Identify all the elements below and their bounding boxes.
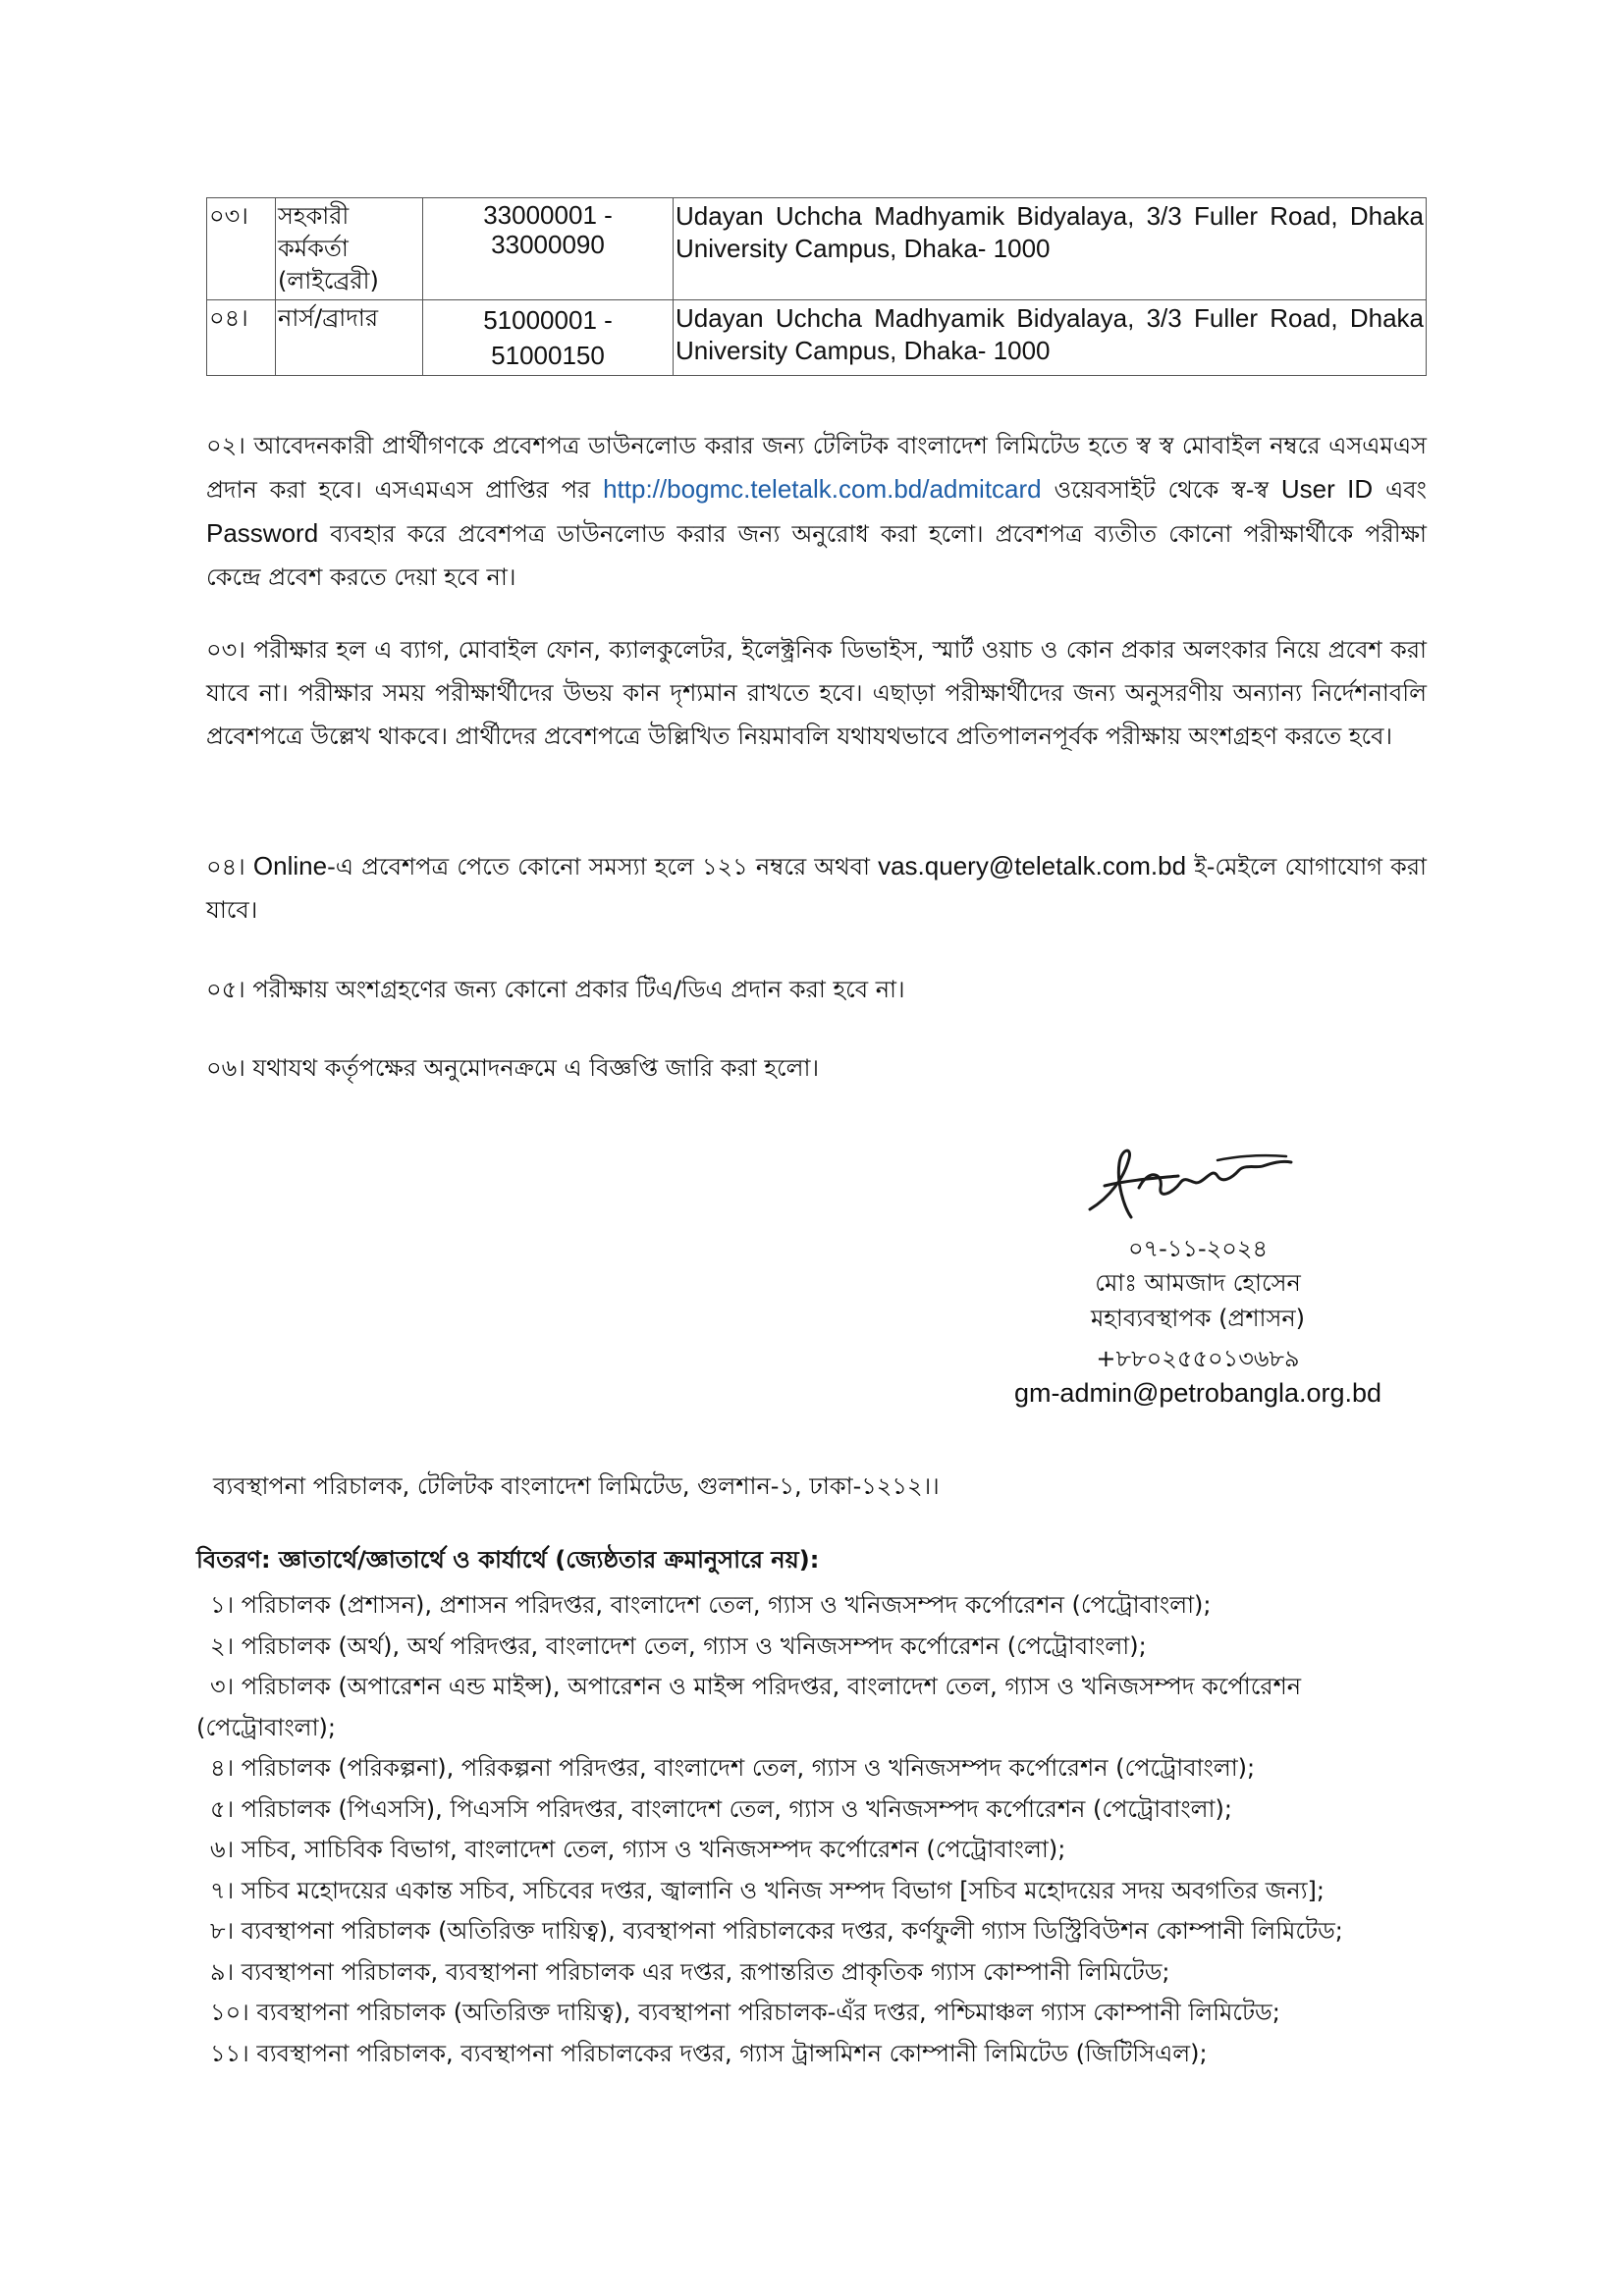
list-item: ৮। ব্যবস্থাপনা পরিচালক (অতিরিক্ত দায়িত্ব), ব্যবস্থাপনা পরিচালকের দপ্তর, কর্ণফুলী গ্যাস ডিস্ট্রিবিউশন কোম্পানী লিমিটেড; bbox=[210, 1917, 1343, 1945]
roll-end: 51000150 bbox=[491, 341, 605, 370]
p2-text-1: ০২। আবেদনকারী প্রার্থীগণকে প্রবেশপত্র ডাউনলোড করার জন্য টেলিটক বাংলাদেশ লিমিটেড হতে স্ব স্ব মোবাইল নম্বরে এসএমএস প্রদান করা হবে। এসএমএস প্রাপ্তির পর bbox=[206, 432, 1427, 504]
venue-cell: Udayan Uchcha Madhyamik Bidyalaya, 3/3 Fuller Road, Dhaka University Campus, Dhaka- 1000 bbox=[674, 198, 1427, 300]
exam-venue-table bbox=[206, 197, 1427, 376]
handwritten-signature bbox=[1070, 1139, 1325, 1227]
p2-text-3: এবং bbox=[1373, 476, 1427, 504]
support-email[interactable]: vas.query@teletalk.com.bd bbox=[878, 851, 1187, 881]
post-cell bbox=[276, 300, 423, 376]
list-item: ৬। সচিব, সাচিবিক বিভাগ, বাংলাদেশ তেল, গ্যাস ও খনিজসম্পদ কর্পোরেশন (পেট্রোবাংলা); bbox=[210, 1836, 1066, 1863]
list-item: ৭। সচিব মহোদয়ের একান্ত সচিব, সচিবের দপ্তর, জ্বালানি ও খনিজ সম্পদ বিভাগ [সচিব মহোদয়ের সদয় অবগতির জন্য]; bbox=[210, 1876, 1325, 1904]
paragraph-exam-hall-rules: ০৩। পরীক্ষার হল এ ব্যাগ, মোবাইল ফোন, ক্যালকুলেটর, ইলেক্ট্রনিক ডিভাইস, স্মার্ট ওয়াচ ও কোন প্রকার অলংকার নিয়ে প্রবেশ করা যাবে না। পরীক্ষার সময় পরীক্ষার্থীদের উভয় কান দৃশ্যমান রাখতে হবে। এছাড়া পরীক্ষার্থীদের জন্য অনুসরণীয় অন্যান্য নির্দেশনাবলি প্রবেশপত্রে উল্লেখ থাকবে। প্রার্থীদের প্রবেশপত্রে উল্লিখিত নিয়মাবলি যথাযথভাবে প্রতিপালনপূর্বক পরীক্ষায় অংশগ্রহণ করতে হবে। bbox=[206, 636, 1427, 750]
paragraph-ta-da: ০৫। পরীক্ষায় অংশগ্রহণের জন্য কোনো প্রকার টিএ/ডিএ প্রদান করা হবে না। bbox=[206, 976, 905, 1003]
table-row bbox=[207, 300, 1427, 376]
post-cell bbox=[276, 198, 423, 300]
roll-start: 51000001 - bbox=[483, 305, 613, 335]
list-item: ৩। পরিচালক (অপারেশন এন্ড মাইন্স), অপারেশন ও মাইন্স পরিদপ্তর, বাংলাদেশ তেল, গ্যাস ও খনিজসম্পদ কর্পোরেশন bbox=[210, 1673, 1302, 1700]
p4-text-3: ই-মেইলে যোগাযোগ করা যাবে। bbox=[206, 853, 1428, 924]
list-item: ৯। ব্যবস্থাপনা পরিচালক, ব্যবস্থাপনা পরিচালক এর দপ্তর, রূপান্তরিত প্রাকৃতিক গ্যাস কোম্পানী লিমিটেড; bbox=[210, 1957, 1170, 1986]
list-item: ৪। পরিচালক (পরিকল্পনা), পরিকল্পনা পরিদপ্তর, বাংলাদেশ তেল, গ্যাস ও খনিজসম্পদ কর্পোরেশন (পেট্রোবাংলা); bbox=[210, 1754, 1256, 1782]
signatory-designation: মহাব্যবস্থাপক (প্রশাসন) bbox=[1090, 1305, 1306, 1332]
user-id-term: User ID bbox=[1280, 474, 1374, 504]
online-term: Online bbox=[252, 851, 328, 881]
paragraph-admit-card-download bbox=[206, 424, 1427, 599]
list-item: ১। পরিচালক (প্রশাসন), প্রশাসন পরিদপ্তর, বাংলাদেশ তেল, গ্যাস ও খনিজসম্পদ কর্পোরেশন (পেট্রোবাংলা); bbox=[210, 1591, 1212, 1619]
venue-cell: Udayan Uchcha Madhyamik Bidyalaya, 3/3 Fuller Road, Dhaka University Campus, Dhaka- 1000 bbox=[674, 300, 1427, 376]
paragraph-issuance: ০৬। যথাযথ কর্তৃপক্ষের অনুমোদনক্রমে এ বিজ্ঞপ্তি জারি করা হলো। bbox=[206, 1054, 820, 1082]
list-item: ১০। ব্যবস্থাপনা পরিচালক (অতিরিক্ত দায়িত্ব), ব্যবস্থাপনা পরিচালক-এঁর দপ্তর, পশ্চিমাঞ্চল গ্যাস কোম্পানী লিমিটেড; bbox=[210, 1999, 1280, 2026]
distribution-heading: বিতরণ: জ্ঞাতার্থে/জ্ঞাতার্থে ও কার্যার্থে (জ্যেষ্ঠতার ক্রমানুসারে নয়): bbox=[196, 1546, 820, 1574]
post-line: কর্মকর্তা bbox=[278, 235, 349, 262]
roll-range-cell bbox=[423, 300, 674, 376]
post-line: সহকারী bbox=[278, 202, 350, 230]
distribution-list bbox=[196, 1585, 1434, 2074]
roll-start: 33000001 - bbox=[483, 200, 613, 230]
admit-card-link[interactable]: http://bogmc.teletalk.com.bd/admitcard bbox=[603, 474, 1042, 504]
post-line: (লাইব্রেরী) bbox=[278, 267, 379, 294]
signatory-name: মোঃ আমজাদ হোসেন bbox=[1095, 1269, 1301, 1297]
serial-cell: ০৪। bbox=[207, 300, 276, 376]
roll-end: 33000090 bbox=[491, 230, 605, 259]
list-item: ২। পরিচালক (অর্থ), অর্থ পরিদপ্তর, বাংলাদেশ তেল, গ্যাস ও খনিজসম্পদ কর্পোরেশন (পেট্রোবাংলা); bbox=[210, 1631, 1147, 1660]
serial-cell: ০৩। bbox=[207, 198, 276, 300]
list-item: ১১। ব্যবস্থাপনা পরিচালক, ব্যবস্থাপনা পরিচালকের দপ্তর, গ্যাস ট্রান্সমিশন কোম্পানী লিমিটেড (জিটিসিএল); bbox=[210, 2039, 1208, 2067]
paragraph-online-support bbox=[206, 844, 1427, 932]
p4-text-2: -এ প্রবেশপত্র পেতে কোনো সমস্যা হলে ১২১ নম্বরে অথবা bbox=[327, 853, 879, 881]
signatory-phone: +৮৮০২৫৫০১৩৬৮৯ bbox=[1096, 1345, 1300, 1372]
p2-text-2: ওয়েবসাইট থেকে স্ব-স্ব bbox=[1041, 476, 1281, 504]
table-row bbox=[207, 198, 1427, 300]
roll-range-cell bbox=[423, 198, 674, 300]
signature-date: ০৭-১১-২০২৪ bbox=[1127, 1235, 1269, 1262]
list-item: ৫। পরিচালক (পিএসসি), পিএসসি পরিদপ্তর, বাংলাদেশ তেল, গ্যাস ও খনিজসম্পদ কর্পোরেশন (পেট্রোবাংলা); bbox=[210, 1794, 1232, 1823]
recipient-address: ব্যবস্থাপনা পরিচালক, টেলিটক বাংলাদেশ লিমিটেড, গুলশান-১, ঢাকা-১২১২।। bbox=[213, 1472, 940, 1500]
signatory-email[interactable]: gm-admin@petrobangla.org.bd bbox=[1013, 1378, 1382, 1408]
list-item-continuation: (পেট্রোবাংলা); bbox=[196, 1713, 336, 1741]
p4-text-1: ০৪। bbox=[206, 853, 253, 881]
p2-text-4: ব্যবহার করে প্রবেশপত্র ডাউনলোড করার জন্য অনুরোধ করা হলো। প্রবেশপত্র ব্যতীত কোনো পরীক্ষার্থীকে পরীক্ষা কেন্দ্রে প্রবেশ করতে দেয়া হবে না। bbox=[206, 520, 1427, 591]
password-term: Password bbox=[206, 518, 319, 548]
post-line: নার্স/ব্রাদার bbox=[278, 304, 379, 332]
